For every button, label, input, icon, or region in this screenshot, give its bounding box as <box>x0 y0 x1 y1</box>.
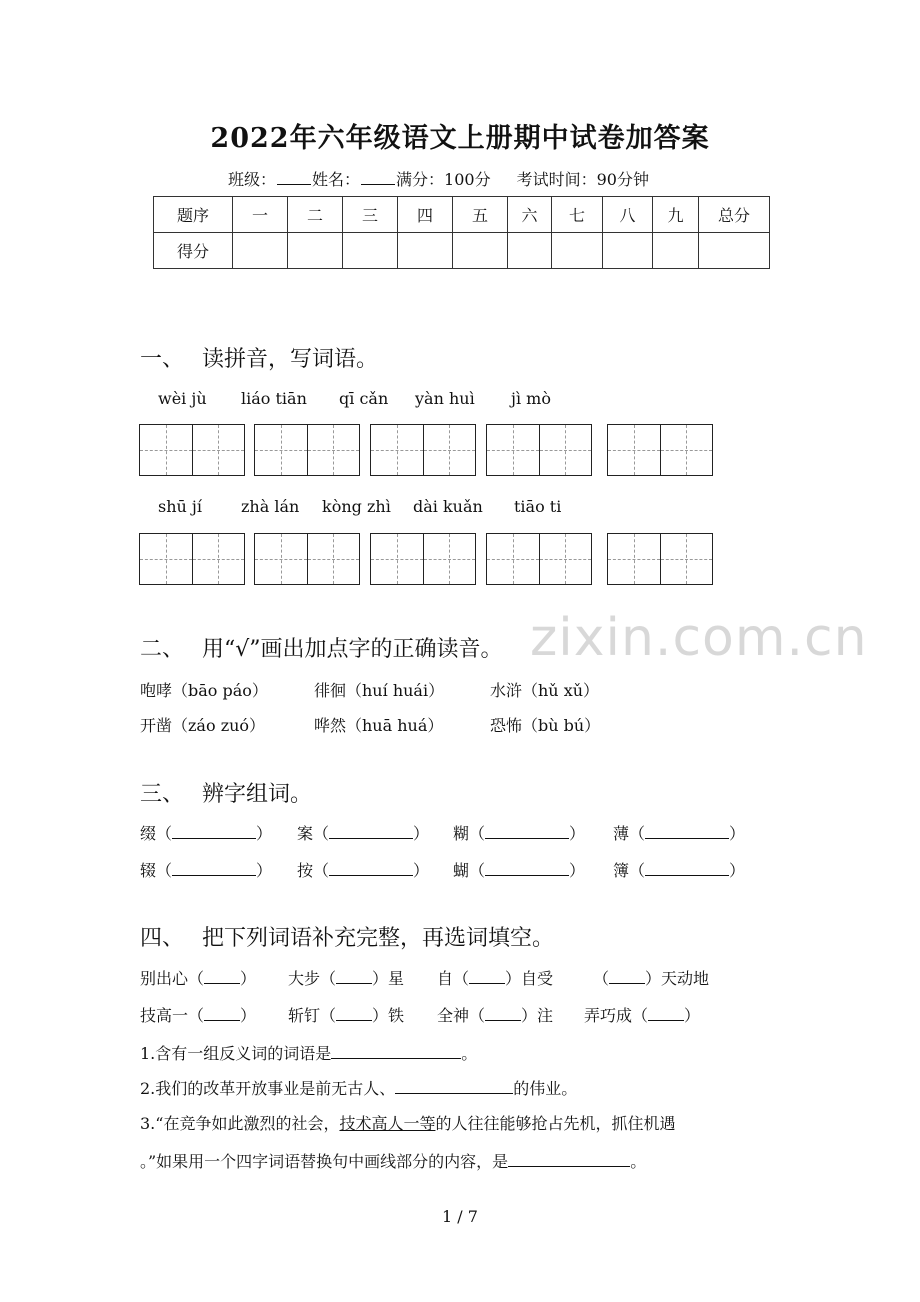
question-1 <box>140 1041 477 1064</box>
table-header-cell: 五 <box>453 197 508 233</box>
pinyin: tiāo ti <box>514 497 562 516</box>
idiom-text: 自（ <box>437 969 470 988</box>
question-text: 。 <box>461 1044 478 1063</box>
character: 辍 <box>140 861 157 880</box>
character: 薄 <box>613 824 630 843</box>
answer-blank[interactable] <box>648 1005 684 1021</box>
score-cell[interactable] <box>398 233 453 269</box>
writing-grid[interactable] <box>370 424 476 476</box>
section-title: 辨字组词。 <box>202 782 313 807</box>
character: 糊 <box>453 824 470 843</box>
answer-blank[interactable] <box>336 1005 372 1021</box>
pinyin: qī cǎn <box>339 389 389 408</box>
reading-choice[interactable]: 咆哮（bāo páo） <box>140 681 268 700</box>
answer-blank[interactable] <box>645 860 729 876</box>
writing-grid[interactable] <box>370 533 476 585</box>
question-text: 。 <box>630 1152 647 1171</box>
question-3-continued <box>140 1149 646 1172</box>
reading-choice[interactable]: 恐怖（bù bú） <box>490 716 601 735</box>
answer-blank[interactable] <box>469 968 505 984</box>
question-text: 的人往往能够抢占先机，抓住机遇 <box>435 1114 676 1133</box>
question-text: 的伟业。 <box>513 1079 578 1098</box>
answer-blank[interactable] <box>329 823 413 839</box>
pinyin: liáo tiān <box>241 389 307 408</box>
answer-blank[interactable] <box>395 1078 513 1094</box>
watermark: zixin.com.cn <box>530 608 868 668</box>
idiom-text: ）自受 <box>505 969 554 988</box>
idiom-item <box>593 966 709 989</box>
pinyin: jì mò <box>511 389 551 408</box>
name-blank[interactable] <box>361 170 395 185</box>
answer-blank[interactable] <box>204 1005 240 1021</box>
character: 按 <box>297 861 314 880</box>
writing-grid[interactable] <box>486 424 592 476</box>
writing-grid[interactable] <box>254 533 360 585</box>
character: 案 <box>297 824 314 843</box>
answer-blank[interactable] <box>172 860 256 876</box>
section-title: 把下列词语补充完整，再选词填空。 <box>202 926 555 951</box>
answer-blank[interactable] <box>331 1043 461 1059</box>
writing-grid[interactable] <box>607 424 713 476</box>
writing-grid[interactable] <box>139 424 245 476</box>
score-cell[interactable] <box>603 233 653 269</box>
reading-choice[interactable]: 开凿（záo zuó） <box>140 716 266 735</box>
class-blank[interactable] <box>277 170 311 185</box>
score-table-score-row <box>154 233 770 269</box>
word-building-item: 簿（ ） <box>613 861 746 880</box>
answer-blank[interactable] <box>485 1005 521 1021</box>
idiom-text: ）注 <box>521 1006 554 1025</box>
class-label: 班级： <box>228 170 277 189</box>
question-text: 。”如果用一个四字词语替换句中画线部分的内容，是 <box>140 1152 509 1171</box>
idiom-item <box>140 966 256 989</box>
writing-grid[interactable] <box>254 424 360 476</box>
idiom-text: 别出心（ <box>140 969 205 988</box>
idiom-text: ）天动地 <box>645 969 710 988</box>
writing-grid[interactable] <box>607 533 713 585</box>
table-header-cell: 题序 <box>154 197 233 233</box>
question-2 <box>140 1076 577 1099</box>
section-title: 读拼音，写词语。 <box>202 347 379 372</box>
section-number: 二、 <box>140 637 185 662</box>
answer-blank[interactable] <box>485 823 569 839</box>
idiom-text: ） <box>684 1006 701 1025</box>
answer-blank[interactable] <box>508 1151 630 1167</box>
section-2-heading <box>140 632 503 663</box>
word-building-item: 蝴（ ） <box>453 861 586 880</box>
idiom-text: ） <box>240 1006 257 1025</box>
score-row-label: 得分 <box>154 233 233 269</box>
question-text: 3.“在竞争如此激烈的社会， <box>140 1114 340 1133</box>
idiom-item <box>288 1003 404 1026</box>
reading-choice[interactable]: 水浒（hǔ xǔ） <box>490 681 600 700</box>
writing-grid[interactable] <box>139 533 245 585</box>
page-title: 2022年六年级语文上册期中试卷加答案 <box>210 123 710 154</box>
pinyin: kòng zhì <box>322 497 391 516</box>
answer-blank[interactable] <box>645 823 729 839</box>
question-text: 2.我们的改革开放事业是前无古人、 <box>140 1079 396 1098</box>
pinyin: wèi jù <box>158 389 207 408</box>
pinyin: dài kuǎn <box>413 497 483 516</box>
score-cell[interactable] <box>288 233 343 269</box>
table-header-cell: 六 <box>508 197 552 233</box>
section-3-heading <box>140 777 312 808</box>
question-3 <box>140 1111 675 1134</box>
score-cell[interactable] <box>508 233 552 269</box>
character: 缀 <box>140 824 157 843</box>
idiom-item <box>140 1003 256 1026</box>
pinyin: yàn huì <box>415 389 475 408</box>
table-header-cell: 七 <box>552 197 603 233</box>
page-number: 1 / 7 <box>442 1207 478 1226</box>
section-title: 用“√”画出加点字的正确读音。 <box>202 637 503 662</box>
answer-blank[interactable] <box>336 968 372 984</box>
score-table <box>153 196 770 269</box>
idiom-text: （ <box>593 969 610 988</box>
idiom-text: 斩钉（ <box>288 1006 337 1025</box>
score-cell[interactable] <box>453 233 508 269</box>
idiom-item <box>288 966 404 989</box>
table-header-cell: 二 <box>288 197 343 233</box>
idiom-item <box>437 966 553 989</box>
character: 蝴 <box>453 861 470 880</box>
section-number: 四、 <box>140 926 185 951</box>
table-header-cell: 总分 <box>699 197 770 233</box>
word-building-item: 按（ ） <box>297 861 430 880</box>
underlined-phrase: 技术高人一等 <box>339 1114 436 1133</box>
name-label: 姓名： <box>312 170 361 189</box>
idiom-text: 技高一（ <box>140 1006 205 1025</box>
table-header-cell: 四 <box>398 197 453 233</box>
idiom-text: 大步（ <box>288 969 337 988</box>
reading-choice[interactable]: 哗然（huā huá） <box>314 716 444 735</box>
idiom-text: ） <box>240 969 257 988</box>
word-building-item: 缀（ ） <box>140 824 273 843</box>
answer-blank[interactable] <box>609 968 645 984</box>
idiom-text: 弄巧成（ <box>584 1006 649 1025</box>
character: 簿 <box>613 861 630 880</box>
answer-blank[interactable] <box>204 968 240 984</box>
score-table-header-row <box>154 197 770 233</box>
exam-info <box>228 167 649 190</box>
answer-blank[interactable] <box>172 823 256 839</box>
table-header-cell: 八 <box>603 197 653 233</box>
idiom-item <box>584 1003 700 1026</box>
section-4-heading <box>140 921 554 952</box>
section-number: 一、 <box>140 347 185 372</box>
table-header-cell: 一 <box>233 197 288 233</box>
reading-choice[interactable]: 徘徊（huí huái） <box>314 681 445 700</box>
score-cell[interactable] <box>552 233 603 269</box>
section-number: 三、 <box>140 782 185 807</box>
pinyin: zhà lán <box>241 497 300 516</box>
writing-grid[interactable] <box>486 533 592 585</box>
idiom-item <box>437 1003 553 1026</box>
word-building-item: 辍（ ） <box>140 861 273 880</box>
table-header-cell: 三 <box>343 197 398 233</box>
word-building-item: 糊（ ） <box>453 824 586 843</box>
score-cell[interactable] <box>343 233 398 269</box>
full-score: 满分：100分 <box>396 170 491 189</box>
score-cell[interactable] <box>653 233 699 269</box>
idiom-text: 全神（ <box>437 1006 486 1025</box>
pinyin: shū jí <box>158 497 202 516</box>
score-cell[interactable] <box>699 233 770 269</box>
exam-time: 考试时间：90分钟 <box>516 170 649 189</box>
question-text: 1.含有一组反义词的词语是 <box>140 1044 332 1063</box>
answer-blank[interactable] <box>485 860 569 876</box>
word-building-item: 薄（ ） <box>613 824 746 843</box>
score-cell[interactable] <box>233 233 288 269</box>
table-header-cell: 九 <box>653 197 699 233</box>
section-1-heading <box>140 342 378 373</box>
word-building-item: 案（ ） <box>297 824 430 843</box>
idiom-text: ）星 <box>372 969 405 988</box>
answer-blank[interactable] <box>329 860 413 876</box>
idiom-text: ）铁 <box>372 1006 405 1025</box>
